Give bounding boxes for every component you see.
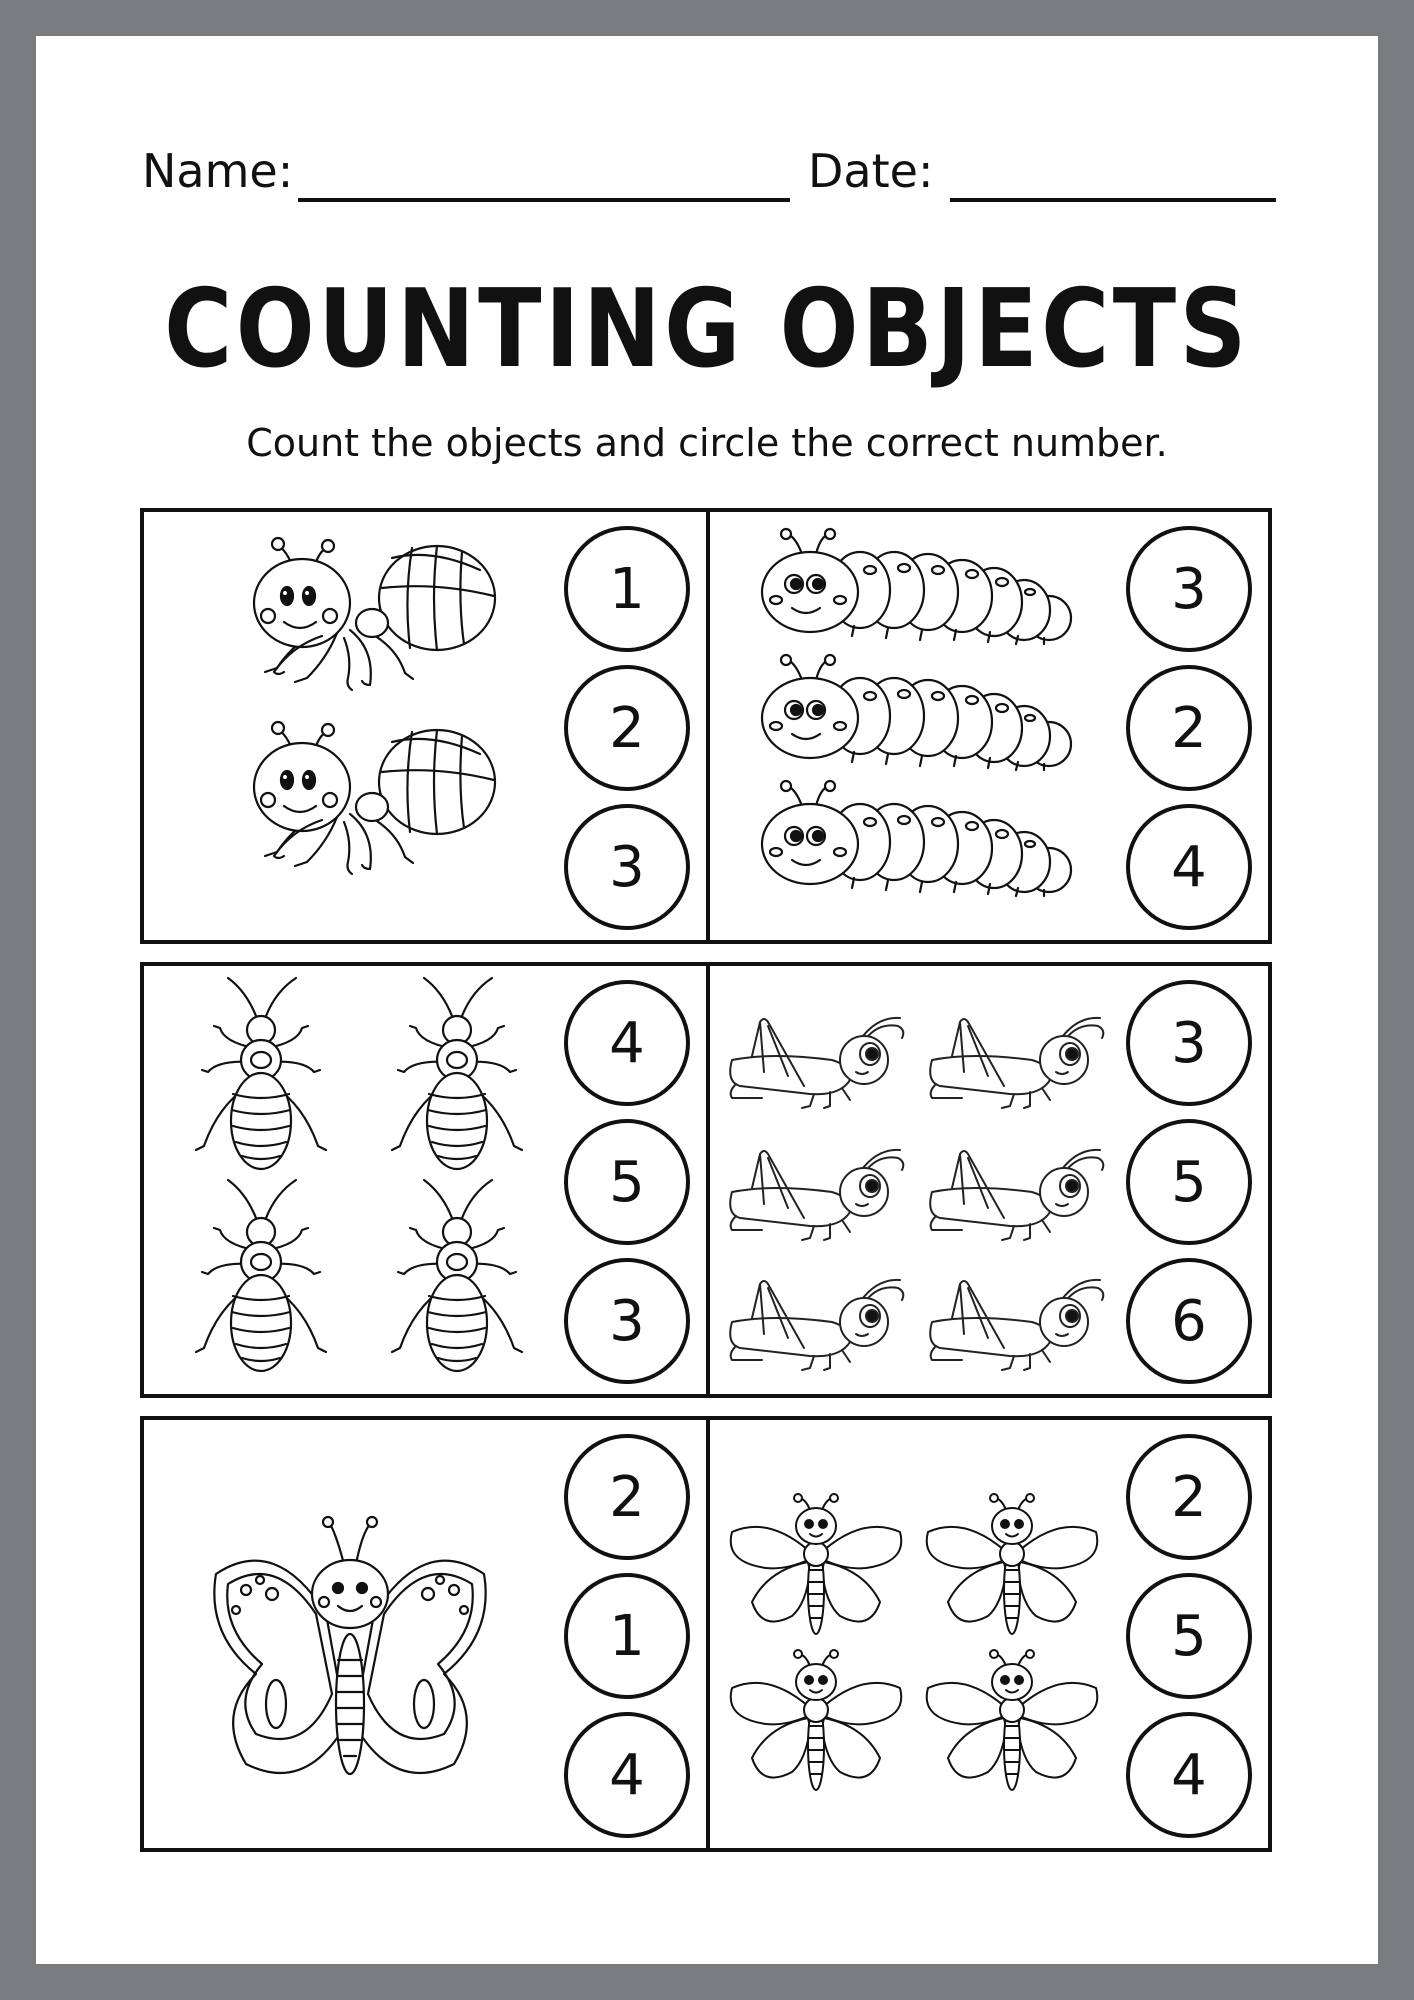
number-option[interactable]: 3 — [1126, 980, 1252, 1106]
dragonfly-icon — [710, 1420, 1130, 1848]
number-option[interactable]: 3 — [1126, 526, 1252, 652]
number-option[interactable]: 2 — [1126, 1434, 1252, 1560]
number-options — [564, 526, 690, 930]
number-option[interactable]: 4 — [564, 980, 690, 1106]
date-label: Date: — [808, 144, 934, 198]
exercise-cell-ants — [144, 512, 706, 940]
grasshopper-icon — [710, 966, 1130, 1394]
number-option[interactable]: 5 — [564, 1119, 690, 1245]
header-row — [36, 36, 1378, 236]
exercise-cell-caterpillars — [706, 512, 1268, 940]
number-options — [564, 1434, 690, 1838]
number-option[interactable]: 1 — [564, 1573, 690, 1699]
number-options — [1126, 526, 1252, 930]
exercise-cell-dragonflies — [706, 1420, 1268, 1848]
name-label: Name: — [142, 144, 294, 198]
number-options — [1126, 1434, 1252, 1838]
number-option[interactable]: 1 — [564, 526, 690, 652]
worksheet-page — [36, 36, 1378, 1964]
exercise-row — [140, 1416, 1272, 1852]
name-field-line[interactable] — [298, 198, 790, 202]
exercise-cell-beetles — [144, 966, 706, 1394]
number-option[interactable]: 4 — [564, 1712, 690, 1838]
number-option[interactable]: 4 — [1126, 804, 1252, 930]
number-option[interactable]: 3 — [564, 1258, 690, 1384]
exercise-row — [140, 508, 1272, 944]
page-title: COUNTING OBJECTS — [164, 267, 1250, 392]
date-field-line[interactable] — [950, 198, 1276, 202]
number-option[interactable]: 2 — [564, 665, 690, 791]
number-options — [1126, 980, 1252, 1384]
ant-icon — [144, 512, 564, 940]
number-options — [564, 980, 690, 1384]
number-option[interactable]: 6 — [1126, 1258, 1252, 1384]
number-option[interactable]: 5 — [1126, 1573, 1252, 1699]
beetle-icon — [144, 966, 564, 1394]
number-option[interactable]: 2 — [1126, 665, 1252, 791]
exercise-row — [140, 962, 1272, 1398]
number-option[interactable]: 4 — [1126, 1712, 1252, 1838]
instructions-text: Count the objects and circle the correct number. — [246, 421, 1168, 465]
butterfly-icon — [144, 1420, 564, 1848]
exercise-cell-butterfly — [144, 1420, 706, 1848]
caterpillar-icon — [710, 512, 1130, 940]
number-option[interactable]: 5 — [1126, 1119, 1252, 1245]
number-option[interactable]: 3 — [564, 804, 690, 930]
number-option[interactable]: 2 — [564, 1434, 690, 1560]
exercise-cell-grasshoppers — [706, 966, 1268, 1394]
